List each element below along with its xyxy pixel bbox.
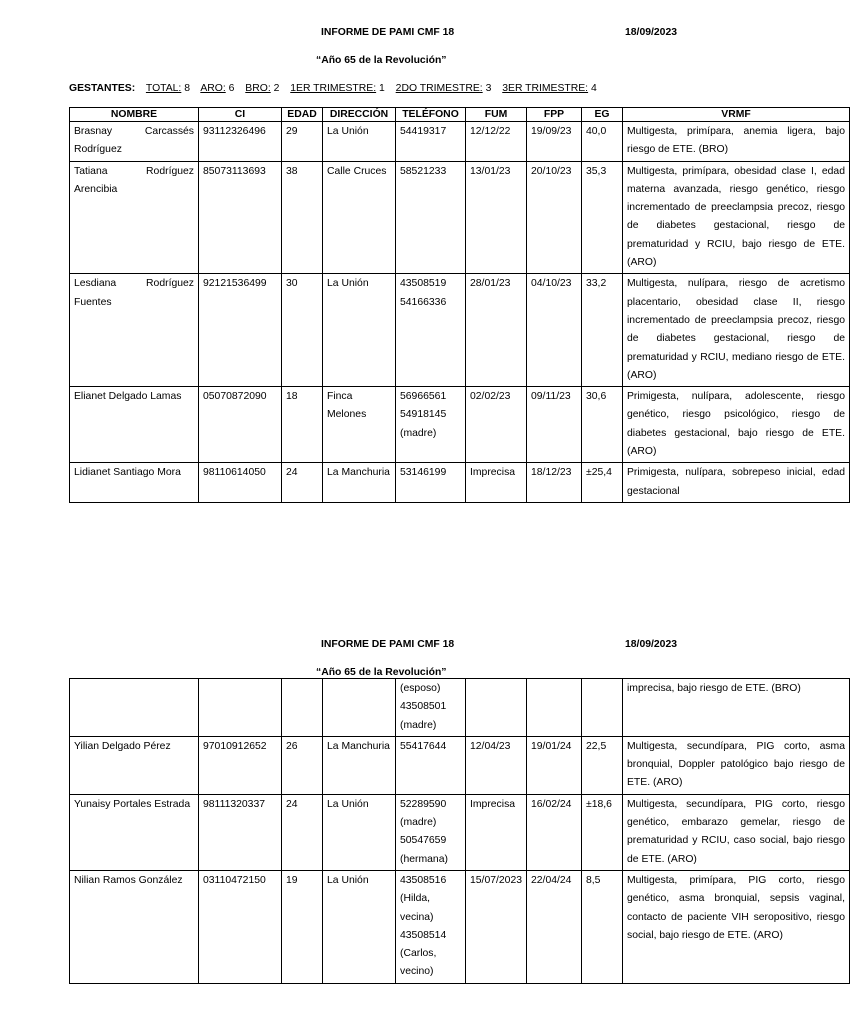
cell-edad (282, 679, 323, 737)
cell-ci: 97010912652 (199, 736, 282, 794)
column-header-telefono: TELÉFONO (396, 108, 466, 122)
table-row (70, 274, 850, 387)
cell-telefono: 55417644 (396, 736, 466, 794)
cell-fpp: 22/04/24 (527, 870, 582, 983)
cell-nombre: Brasnay Carcassés Rodríguez (70, 122, 199, 162)
patients-table-continued (69, 678, 850, 984)
cell-fum: 28/01/23 (466, 274, 527, 387)
cell-telefono: (esposo) 43508501 (madre) (396, 679, 466, 737)
cell-eg: 8,5 (582, 870, 623, 983)
cell-ci: 85073113693 (199, 161, 282, 274)
cell-direccion: La Unión (323, 870, 396, 983)
cell-nombre (70, 679, 199, 737)
report-date: 18/09/2023 (625, 639, 678, 650)
cell-vrmf: imprecisa, bajo riesgo de ETE. (BRO) (623, 679, 850, 737)
column-header-direccion: DIRECCIÓN (323, 108, 396, 122)
cell-vrmf: Primigesta, nulípara, adolescente, riesgo genético, riesgo psicológico, riesgo de diabetes gestacional, bajo riesgo de ETE. (ARO) (623, 387, 850, 463)
cell-nombre: Yunaisy Portales Estrada (70, 794, 199, 870)
stat-aro-key: ARO: (200, 83, 226, 94)
cell-telefono: 52289590 (madre) 50547659 (hermana) (396, 794, 466, 870)
cell-edad: 18 (282, 387, 323, 463)
column-header-eg: EG (582, 108, 623, 122)
cell-eg: 35,3 (582, 161, 623, 274)
cell-eg: 40,0 (582, 122, 623, 162)
column-header-fpp: FPP (527, 108, 582, 122)
stat-trimester-3-key: 3ER TRIMESTRE: (502, 83, 589, 94)
cell-vrmf: Multigesta, secundípara, PIG corto, asma bronquial, Doppler patológico bajo riesgo de ETE. (ARO) (623, 736, 850, 794)
cell-ci: 98110614050 (199, 463, 282, 503)
table-row (70, 387, 850, 463)
cell-vrmf: Multigesta, primípara, PIG corto, riesgo genético, asma bronquial, sepsis vaginal, contacto de paciente VIH seropositivo, riesgo social, bajo riesgo de ETE. (ARO) (623, 870, 850, 983)
stat-bro (245, 83, 279, 94)
cell-ci: 92121536499 (199, 274, 282, 387)
cell-direccion: La Unión (323, 274, 396, 387)
stat-bro-value: 2 (273, 83, 280, 94)
table-row (70, 794, 850, 870)
cell-edad: 24 (282, 463, 323, 503)
cell-edad: 19 (282, 870, 323, 983)
cell-telefono: 53146199 (396, 463, 466, 503)
cell-fpp: 20/10/23 (527, 161, 582, 274)
cell-ci: 98111320337 (199, 794, 282, 870)
cell-ci: 93112326496 (199, 122, 282, 162)
stat-trimester-1-key: 1ER TRIMESTRE: (290, 83, 377, 94)
cell-direccion: Finca Melones (323, 387, 396, 463)
cell-telefono: 58521233 (396, 161, 466, 274)
cell-vrmf: Multigesta, nulípara, riesgo de acretismo placentario, obesidad clase II, riesgo incrementado de preeclampsia precoz, riesgo de diabetes gestacional, riesgo de prematuridad y RCIU, mediano riesgo de ETE. (ARO) (623, 274, 850, 387)
cell-fum: Imprecisa (466, 463, 527, 503)
cell-fum (466, 679, 527, 737)
report-subtitle: “Año 65 de la Revolución” (316, 55, 447, 66)
cell-eg: ±18,6 (582, 794, 623, 870)
pregnancy-stats (69, 83, 605, 94)
cell-telefono: 54419317 (396, 122, 466, 162)
cell-direccion (323, 679, 396, 737)
cell-direccion: Calle Cruces (323, 161, 396, 274)
cell-fum: Imprecisa (466, 794, 527, 870)
column-header-edad: EDAD (282, 108, 323, 122)
stat-trimester-2 (396, 83, 492, 94)
cell-telefono: 43508519 54166336 (396, 274, 466, 387)
column-header-vrmf: VRMF (623, 108, 850, 122)
cell-edad: 30 (282, 274, 323, 387)
cell-vrmf: Multigesta, secundípara, PIG corto, riesgo genético, embarazo gemelar, riesgo de prematuridad y RCIU, caso social, bajo riesgo de ETE. (ARO) (623, 794, 850, 870)
column-header-nombre: NOMBRE (70, 108, 199, 122)
cell-fpp (527, 679, 582, 737)
report-title: INFORME DE PAMI CMF 18 (321, 27, 455, 38)
column-header-fum: FUM (466, 108, 527, 122)
stat-trimester-2-key: 2DO TRIMESTRE: (395, 83, 483, 94)
table-row (70, 679, 850, 737)
stat-bro-key: BRO: (245, 83, 271, 94)
stat-trimester-3 (502, 83, 597, 94)
cell-nombre: Yilian Delgado Pérez (70, 736, 199, 794)
cell-fum: 15/07/2023 (466, 870, 527, 983)
cell-nombre: Lidianet Santiago Mora (70, 463, 199, 503)
column-header-ci: CI (199, 108, 282, 122)
cell-fpp: 04/10/23 (527, 274, 582, 387)
cell-eg: 22,5 (582, 736, 623, 794)
cell-ci: 05070872090 (199, 387, 282, 463)
cell-fpp: 09/11/23 (527, 387, 582, 463)
table-row (70, 122, 850, 162)
cell-ci (199, 679, 282, 737)
cell-fum: 02/02/23 (466, 387, 527, 463)
table-row (70, 463, 850, 503)
table-row (70, 870, 850, 983)
cell-eg: ±25,4 (582, 463, 623, 503)
cell-direccion: La Manchuria (323, 736, 396, 794)
report-date: 18/09/2023 (625, 27, 678, 38)
stat-total (146, 83, 190, 94)
cell-nombre: Lesdiana Rodríguez Fuentes (70, 274, 199, 387)
stats-label: GESTANTES: (69, 83, 136, 94)
table-row (70, 161, 850, 274)
stat-aro (200, 83, 234, 94)
stat-trimester-1 (290, 83, 385, 94)
stat-trimester-3-value: 4 (590, 83, 597, 94)
table-row (70, 736, 850, 794)
cell-direccion: La Unión (323, 794, 396, 870)
cell-nombre: Nilian Ramos González (70, 870, 199, 983)
cell-vrmf: Multigesta, primípara, anemia ligera, bajo riesgo de ETE. (BRO) (623, 122, 850, 162)
cell-telefono: 43508516 (Hilda, vecina) 43508514 (Carlos, vecino) (396, 870, 466, 983)
cell-telefono: 56966561 54918145 (madre) (396, 387, 466, 463)
cell-fpp: 18/12/23 (527, 463, 582, 503)
report-title: INFORME DE PAMI CMF 18 (321, 639, 455, 650)
stat-total-value: 8 (184, 83, 190, 94)
cell-fum: 13/01/23 (466, 161, 527, 274)
cell-fum: 12/04/23 (466, 736, 527, 794)
cell-eg: 30,6 (582, 387, 623, 463)
patients-table (69, 107, 850, 503)
cell-fpp: 16/02/24 (527, 794, 582, 870)
cell-eg (582, 679, 623, 737)
cell-nombre: Elianet Delgado Lamas (70, 387, 199, 463)
cell-ci: 03110472150 (199, 870, 282, 983)
cell-vrmf: Primigesta, nulípara, sobrepeso inicial, edad gestacional (623, 463, 850, 503)
stat-total-key: TOTAL: (145, 83, 182, 94)
cell-nombre: Tatiana Rodríguez Arencibia (70, 161, 199, 274)
cell-fpp: 19/09/23 (527, 122, 582, 162)
stat-aro-value: 6 (228, 83, 235, 94)
cell-fum: 12/12/22 (466, 122, 527, 162)
cell-direccion: La Manchuria (323, 463, 396, 503)
cell-edad: 26 (282, 736, 323, 794)
cell-vrmf: Multigesta, primípara, obesidad clase I, edad materna avanzada, riesgo genético, riesgo incrementado de preeclampsia precoz, riesgo de diabetes gestacional, riesgo de prematuridad y RCIU, bajo riesgo de ETE. (ARO) (623, 161, 850, 274)
cell-edad: 24 (282, 794, 323, 870)
cell-edad: 38 (282, 161, 323, 274)
stat-trimester-2-value: 3 (485, 83, 492, 94)
table-header-row (70, 108, 850, 122)
cell-direccion: La Unión (323, 122, 396, 162)
cell-eg: 33,2 (582, 274, 623, 387)
report-subtitle: “Año 65 de la Revolución” (316, 667, 447, 678)
cell-edad: 29 (282, 122, 323, 162)
stat-trimester-1-value: 1 (379, 83, 385, 94)
cell-fpp: 19/01/24 (527, 736, 582, 794)
